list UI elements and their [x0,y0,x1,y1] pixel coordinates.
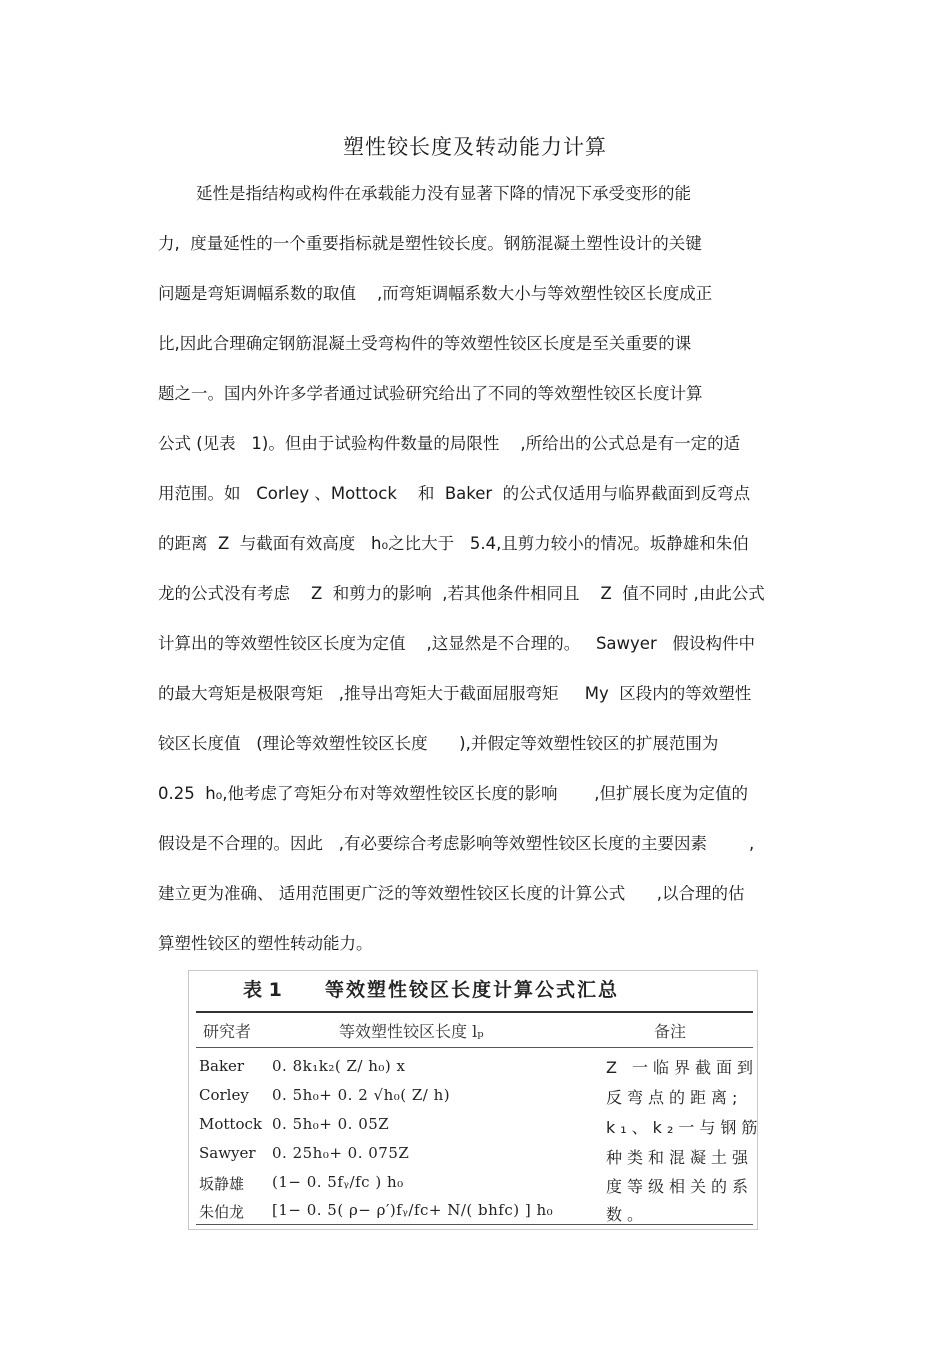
paragraph-line: 假设是不合理的。因此 ,有必要综合考虑影响等效塑性铰区长度的主要因素 , [158,834,755,853]
header-researcher: 研究者 [203,1022,252,1041]
note-line: 种类和混凝土强 [606,1148,754,1167]
formula-table [188,970,763,1230]
length-formula: (1− 0. 5fᵧ/fc ) h₀ [272,1173,404,1191]
researcher-name: Baker [199,1057,245,1075]
paragraph-line: 的距离 Z 与截面有效高度 h₀之比大于 5.4,且剪力较小的情况。坂静雄和朱伯 [158,534,749,553]
length-formula: 0. 8k₁k₂( Z/ h₀) x [272,1057,406,1075]
researcher-name: Sawyer [199,1144,256,1162]
note-line: 度等级相关的系 [606,1177,754,1196]
paragraph-line: 铰区长度值 (理论等效塑性铰区长度 ),并假定等效塑性铰区的扩展范围为 [158,734,719,753]
table-bottom-rule [196,1224,753,1225]
paragraph-line: 题之一。国内外许多学者通过试验研究给出了不同的等效塑性铰区长度计算 [158,384,703,403]
paragraph-line: 问题是弯矩调幅系数的取值 ,而弯矩调幅系数大小与等效塑性铰区长度成正 [158,284,713,303]
researcher-name: Mottock [199,1115,262,1133]
page-title: 塑性铰长度及转动能力计算 [343,135,607,159]
researcher-name: 朱伯龙 [199,1203,245,1221]
paragraph-line: 的最大弯矩是极限弯矩 ,推导出弯矩大于截面屈服弯矩 My 区段内的等效塑性 [158,684,752,703]
note-line: Z 一临界截面到 [606,1058,759,1077]
paragraph-line: 公式 (见表 1)。但由于试验构件数量的局限性 ,所给出的公式总是有一定的适 [158,434,741,453]
note-line: k₁、k₂一与钢筋 [606,1118,763,1137]
length-formula: 0. 5h₀+ 0. 05Z [272,1115,390,1133]
table-caption-label: 表 1 [243,979,282,1001]
length-formula: 0. 5h₀+ 0. 2 √h₀( Z/ h) [272,1086,451,1104]
length-formula: [1− 0. 5( ρ− ρ′)fᵧ/fc+ N/( bhfc) ] h₀ [272,1201,554,1219]
note-line: 数。 [606,1205,649,1224]
paragraph-line: 计算出的等效塑性铰区长度为定值 ,这显然是不合理的。 Sawyer 假设构件中 [158,634,755,653]
length-formula: 0. 25h₀+ 0. 075Z [272,1144,410,1162]
paragraph-line: 力, 度量延性的一个重要指标就是塑性铰长度。钢筋混凝土塑性设计的关键 [158,234,702,253]
paragraph-line: 延性是指结构或构件在承载能力没有显著下降的情况下承受变形的能 [196,184,691,203]
paragraph-line: 算塑性铰区的塑性转动能力。 [158,934,373,953]
header-note: 备注 [654,1022,687,1041]
note-line: 反弯点的距离; [606,1088,743,1107]
table-caption-title: 等效塑性铰区长度计算公式汇总 [325,979,620,1001]
researcher-name: 坂静雄 [199,1175,245,1193]
paragraph-line: 0.25 h₀,他考虑了弯矩分布对等效塑性铰区长度的影响 ,但扩展长度为定值的 [158,784,749,803]
table-row [189,1201,757,1231]
researcher-name: Corley [199,1086,249,1104]
paragraph-line: 比,因此合理确定钢筋混凝土受弯构件的等效塑性铰区长度是至关重要的课 [158,334,692,353]
paragraph-line: 用范围。如 Corley 、Mottock 和 Baker 的公式仅适用与临界截面到反弯点 [158,484,751,503]
header-length: 等效塑性铰区长度 lₚ [339,1022,484,1041]
paragraph-line: 建立更为准确、 适用范围更广泛的等效塑性铰区长度的计算公式 ,以合理的估 [158,884,745,903]
table-top-rule [196,1011,753,1013]
paragraph-line: 龙的公式没有考虑 Z 和剪力的影响 ,若其他条件相同且 Z 值不同时 ,由此公式 [158,584,765,603]
table-header-rule [196,1047,753,1048]
